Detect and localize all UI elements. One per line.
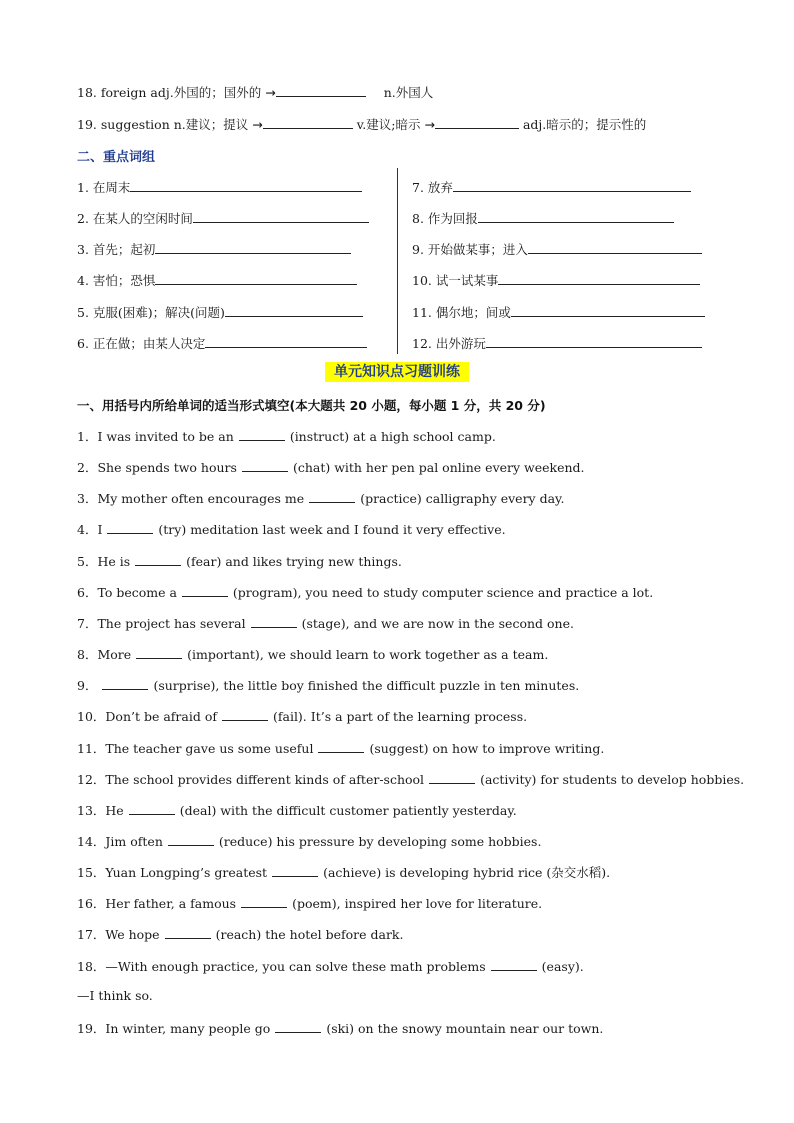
question-number: 10． xyxy=(77,709,106,724)
answer-blank[interactable] xyxy=(435,116,519,129)
question-text-after: (surprise), the little boy finished the difficult puzzle in ten minutes. xyxy=(153,678,580,693)
answer-blank[interactable] xyxy=(251,616,297,628)
question-text-before: Don’t be afraid of xyxy=(105,709,217,724)
question-number: 17． xyxy=(77,927,106,942)
question-number: 13． xyxy=(77,803,106,818)
question-text-after: (suggest) on how to improve writing. xyxy=(369,741,605,756)
answer-blank[interactable] xyxy=(429,772,475,784)
answer-blank[interactable] xyxy=(528,241,702,254)
question-item xyxy=(77,552,402,570)
phrase-item: 7. 放弃 xyxy=(412,178,691,196)
answer-blank[interactable] xyxy=(193,210,369,223)
question-number: 9． xyxy=(77,678,98,693)
phrase-item: 4. 害怕；恐惧 xyxy=(77,271,357,289)
question-text-before: —I think so. xyxy=(77,988,153,1003)
question-number: 11． xyxy=(77,741,106,756)
answer-blank[interactable] xyxy=(242,460,288,472)
answer-blank[interactable] xyxy=(225,304,363,317)
question-text-before: Yuan Longping’s greatest xyxy=(105,865,268,880)
question-item xyxy=(77,988,153,1003)
question-text-after: (chat) with her pen pal online every weekend. xyxy=(292,460,585,475)
answer-blank[interactable] xyxy=(168,834,214,846)
question-text-before: The project has several xyxy=(97,616,246,631)
answer-blank[interactable] xyxy=(309,491,355,503)
question-text-before: More xyxy=(97,647,132,662)
question-text-after: (easy). xyxy=(541,959,584,974)
question-text-before: She spends two hours xyxy=(97,460,237,475)
phrase-item: 8. 作为回报 xyxy=(412,209,674,227)
question-text-after: (activity) for students to develop hobbies. xyxy=(480,772,745,787)
vocab-text: v.建议;暗示 xyxy=(356,117,421,132)
phrase-item: 3. 首先；起初 xyxy=(77,240,351,258)
answer-blank[interactable] xyxy=(155,241,351,254)
vocab-text: foreign adj.外国的；国外的 xyxy=(100,85,262,100)
question-number: 4． xyxy=(77,522,98,537)
vocab-text: n.外国人 xyxy=(383,85,434,100)
phrase-item: 5. 克服(困难)；解决(问题) xyxy=(77,303,363,321)
answer-blank[interactable] xyxy=(205,335,367,348)
question-text-after: (try) meditation last week and I found it very effective. xyxy=(158,522,506,537)
answer-blank[interactable] xyxy=(318,741,364,753)
question-item xyxy=(77,801,517,819)
question-item xyxy=(77,863,610,881)
question-item xyxy=(77,520,506,538)
arrow-icon: → xyxy=(252,117,263,132)
question-item xyxy=(77,739,604,757)
answer-blank[interactable] xyxy=(130,179,362,192)
question-text-after: (poem), inspired her love for literature. xyxy=(292,896,543,911)
question-text-before: Her father, a famous xyxy=(105,896,237,911)
phrase-item: 1. 在周末 xyxy=(77,178,362,196)
answer-blank[interactable] xyxy=(275,1021,321,1033)
phrase-item: 6. 正在做；由某人决定 xyxy=(77,334,367,352)
vocab-number: 18. xyxy=(77,85,97,100)
answer-blank[interactable] xyxy=(135,554,181,566)
question-text-before: My mother often encourages me xyxy=(97,491,305,506)
question-text-after: (achieve) is developing hybrid rice (杂交水稻). xyxy=(323,865,611,880)
question-text-after: (fear) and likes trying new things. xyxy=(186,554,402,569)
question-text-before: He xyxy=(105,803,124,818)
column-divider xyxy=(397,168,398,354)
question-number: 19． xyxy=(77,1021,106,1036)
question-text-before: To become a xyxy=(97,585,177,600)
answer-blank[interactable] xyxy=(155,272,357,285)
answer-blank[interactable] xyxy=(102,678,148,690)
question-number: 12． xyxy=(77,772,106,787)
part-heading: 一、用括号内所给单词的适当形式填空(本大题共 20 小题，每小题 1 分，共 20 分) xyxy=(77,398,546,413)
question-number: 16． xyxy=(77,896,106,911)
question-text-after: (practice) calligraphy every day. xyxy=(360,491,565,506)
vocab-number: 19. xyxy=(77,117,97,132)
question-item xyxy=(77,645,548,663)
question-item xyxy=(77,707,527,725)
question-text-before: Jim often xyxy=(105,834,163,849)
answer-blank[interactable] xyxy=(486,335,702,348)
phrase-item: 9. 开始做某事；进入 xyxy=(412,240,702,258)
answer-blank[interactable] xyxy=(263,116,353,129)
question-item xyxy=(77,957,584,975)
answer-blank[interactable] xyxy=(136,647,182,659)
answer-blank[interactable] xyxy=(222,709,268,721)
answer-blank[interactable] xyxy=(239,429,285,441)
question-item xyxy=(77,832,541,850)
question-number: 6． xyxy=(77,585,98,600)
question-number: 18． xyxy=(77,959,106,974)
phrase-item: 12. 出外游玩 xyxy=(412,334,702,352)
question-item xyxy=(77,1019,603,1037)
question-number: 14． xyxy=(77,834,106,849)
vocab-text: suggestion n.建议；提议 xyxy=(100,117,249,132)
question-number: 15． xyxy=(77,865,106,880)
answer-blank[interactable] xyxy=(165,927,211,939)
question-text-before: The school provides different kinds of after-school xyxy=(105,772,425,787)
question-text-before: The teacher gave us some useful xyxy=(105,741,314,756)
question-item xyxy=(77,427,496,445)
question-item xyxy=(77,583,653,601)
question-number: 8． xyxy=(77,647,98,662)
question-number: 5． xyxy=(77,554,98,569)
question-number: 2． xyxy=(77,460,98,475)
answer-blank[interactable] xyxy=(272,865,318,877)
question-text-before: —With enough practice, you can solve these math problems xyxy=(105,959,486,974)
question-number: 1． xyxy=(77,429,98,444)
answer-blank[interactable] xyxy=(478,210,674,223)
vocab-item-19 xyxy=(77,116,646,133)
question-item xyxy=(77,770,744,788)
answer-blank[interactable] xyxy=(241,896,287,908)
question-text-after: (reduce) his pressure by developing some hobbies. xyxy=(218,834,542,849)
question-text-before: He is xyxy=(97,554,131,569)
answer-blank[interactable] xyxy=(498,272,700,285)
answer-blank[interactable] xyxy=(107,522,153,534)
question-text-before: I was invited to be an xyxy=(97,429,234,444)
answer-blank[interactable] xyxy=(491,959,537,971)
question-text-after: (important), we should learn to work together as a team. xyxy=(187,647,549,662)
question-number: 7． xyxy=(77,616,98,631)
question-item xyxy=(77,894,542,912)
phrase-item: 2. 在某人的空闲时间 xyxy=(77,209,369,227)
question-number: 3． xyxy=(77,491,98,506)
answer-blank[interactable] xyxy=(129,803,175,815)
section-heading: 二、重点词组 xyxy=(77,150,156,165)
phrase-item: 10. 试一试某事 xyxy=(412,271,700,289)
question-text-after: (stage), and we are now in the second one. xyxy=(301,616,574,631)
vocab-item-18 xyxy=(77,84,433,101)
question-text-after: (ski) on the snowy mountain near our town. xyxy=(326,1021,604,1036)
question-text-before: We hope xyxy=(105,927,160,942)
question-text-after: (program), you need to study computer science and practice a lot. xyxy=(232,585,654,600)
answer-blank[interactable] xyxy=(182,585,228,597)
arrow-icon: → xyxy=(265,85,276,100)
question-text-after: (fail). It’s a part of the learning process. xyxy=(272,709,528,724)
question-item xyxy=(77,925,403,943)
vocab-text: adj.暗示的；提示性的 xyxy=(522,117,647,132)
question-text-after: (reach) the hotel before dark. xyxy=(215,927,404,942)
arrow-icon: → xyxy=(424,117,435,132)
question-item xyxy=(77,676,579,694)
question-text-after: (deal) with the difficult customer patiently yesterday. xyxy=(179,803,517,818)
question-text-before: In winter, many people go xyxy=(105,1021,271,1036)
answer-blank[interactable] xyxy=(453,179,691,192)
answer-blank[interactable] xyxy=(276,84,366,97)
question-item xyxy=(77,458,585,476)
question-text-before: I xyxy=(97,522,103,537)
phrase-item: 11. 偶尔地；间或 xyxy=(412,303,705,321)
question-item xyxy=(77,614,574,632)
question-text-after: (instruct) at a high school camp. xyxy=(289,429,496,444)
question-item xyxy=(77,489,564,507)
answer-blank[interactable] xyxy=(511,304,705,317)
unit-title-highlight: 单元知识点习题训练 xyxy=(325,362,469,382)
